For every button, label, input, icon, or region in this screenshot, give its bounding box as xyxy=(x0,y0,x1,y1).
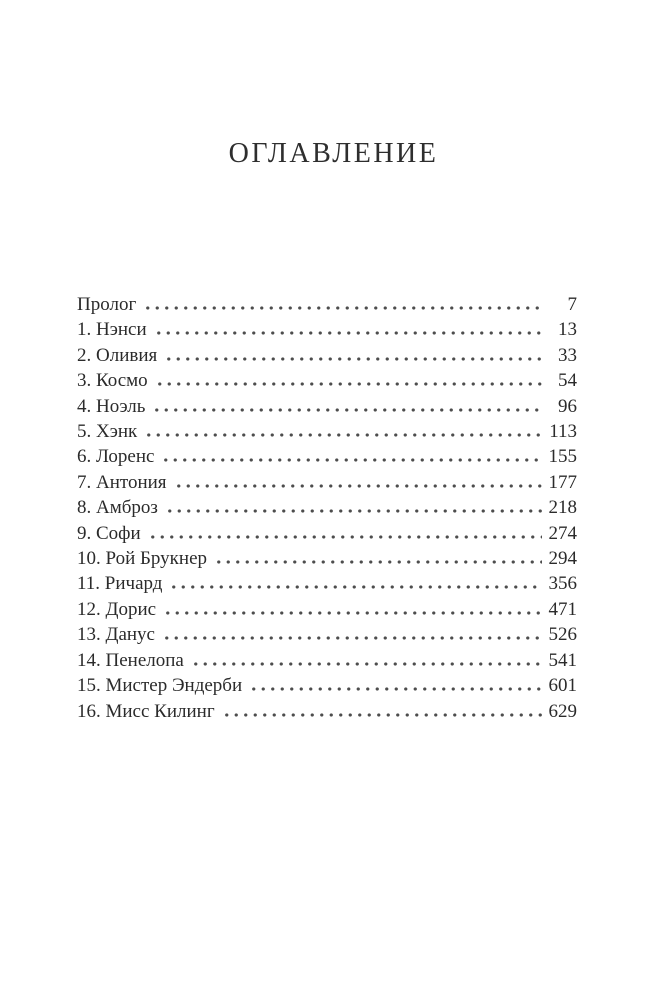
toc-entry-label: 9. Софи xyxy=(77,522,141,544)
toc-entry-label: 5. Хэнк xyxy=(77,421,138,443)
toc-entry-label: 7. Антония xyxy=(77,471,167,493)
toc-entry-label: 13. Данус xyxy=(77,624,155,646)
leader-dots xyxy=(152,408,542,412)
leader-dots xyxy=(143,306,542,310)
toc-entry xyxy=(77,343,577,368)
leader-dots xyxy=(191,662,542,666)
toc-entry xyxy=(77,546,577,571)
toc-entry-page-number: 13 xyxy=(558,319,577,341)
toc-entry xyxy=(77,317,577,342)
toc-entry-label: 2. Оливия xyxy=(77,344,158,366)
leader-dots xyxy=(174,484,542,488)
leader-dots xyxy=(249,687,542,691)
toc-entry-label: 11. Ричард xyxy=(77,573,163,595)
leader-dots xyxy=(161,458,542,462)
toc-entry-label: 16. Мисс Килинг xyxy=(77,700,215,722)
toc-entry-label: 10. Рой Брукнер xyxy=(77,548,208,570)
toc-entry-page-number: 7 xyxy=(567,294,577,315)
toc-entry xyxy=(77,622,577,647)
leader-dots xyxy=(162,636,542,640)
toc-entry-page-number: 177 xyxy=(548,471,577,493)
toc-entry-page-number: 155 xyxy=(548,446,577,468)
toc-entry-page-number: 274 xyxy=(548,522,577,544)
toc-entry-page-number: 526 xyxy=(548,624,577,646)
toc-entry-label: 3. Космо xyxy=(77,370,148,392)
page-title: ОГЛАВЛЕНИЕ xyxy=(228,138,439,169)
toc-entry-page-number: 54 xyxy=(558,370,577,392)
toc-entry xyxy=(77,571,577,596)
toc-entry xyxy=(77,470,577,495)
toc-entry xyxy=(77,699,577,724)
toc-entry-page-number: 356 xyxy=(548,573,577,595)
toc-entry-label: 15. Мистер Эндерби xyxy=(77,675,243,697)
toc-entry xyxy=(77,495,577,520)
toc-entry-label: Пролог xyxy=(77,294,137,315)
toc-entry-page-number: 541 xyxy=(548,649,577,671)
toc-entry xyxy=(77,368,577,393)
toc-entry-page-number: 113 xyxy=(549,421,577,443)
leader-dots xyxy=(214,560,542,564)
toc-entry-label: 14. Пенелопа xyxy=(77,649,184,671)
toc-entry xyxy=(77,444,577,469)
leader-dots xyxy=(169,585,542,589)
toc-entry xyxy=(77,292,577,317)
toc-entry-page-number: 601 xyxy=(548,675,577,697)
toc-entry xyxy=(77,597,577,622)
toc-entry xyxy=(77,648,577,673)
toc-entry-page-number: 294 xyxy=(548,548,577,570)
toc-entry xyxy=(77,394,577,419)
toc-entry-label: 1. Нэнси xyxy=(77,319,147,341)
toc-entry xyxy=(77,419,577,444)
toc-entry-label: 6. Лоренс xyxy=(77,446,155,468)
toc-entry-label: 4. Ноэль xyxy=(77,395,146,417)
toc-entry-page-number: 629 xyxy=(548,700,577,722)
leader-dots xyxy=(155,382,542,386)
leader-dots xyxy=(163,611,542,615)
leader-dots xyxy=(154,331,542,335)
toc-entry-label: 12. Дорис xyxy=(77,598,157,620)
toc-entry xyxy=(77,673,577,698)
toc-entry-page-number: 471 xyxy=(548,598,577,620)
leader-dots xyxy=(148,535,542,539)
toc-entry xyxy=(77,521,577,546)
leader-dots xyxy=(222,713,542,717)
leader-dots xyxy=(144,433,542,437)
leader-dots xyxy=(164,357,542,361)
toc-entry-page-number: 96 xyxy=(558,395,577,417)
toc-list xyxy=(0,292,667,724)
toc-entry-label: 8. Амброз xyxy=(77,497,158,519)
toc-entry-page-number: 33 xyxy=(558,344,577,366)
toc-entry-page-number: 218 xyxy=(548,497,577,519)
leader-dots xyxy=(165,509,542,513)
